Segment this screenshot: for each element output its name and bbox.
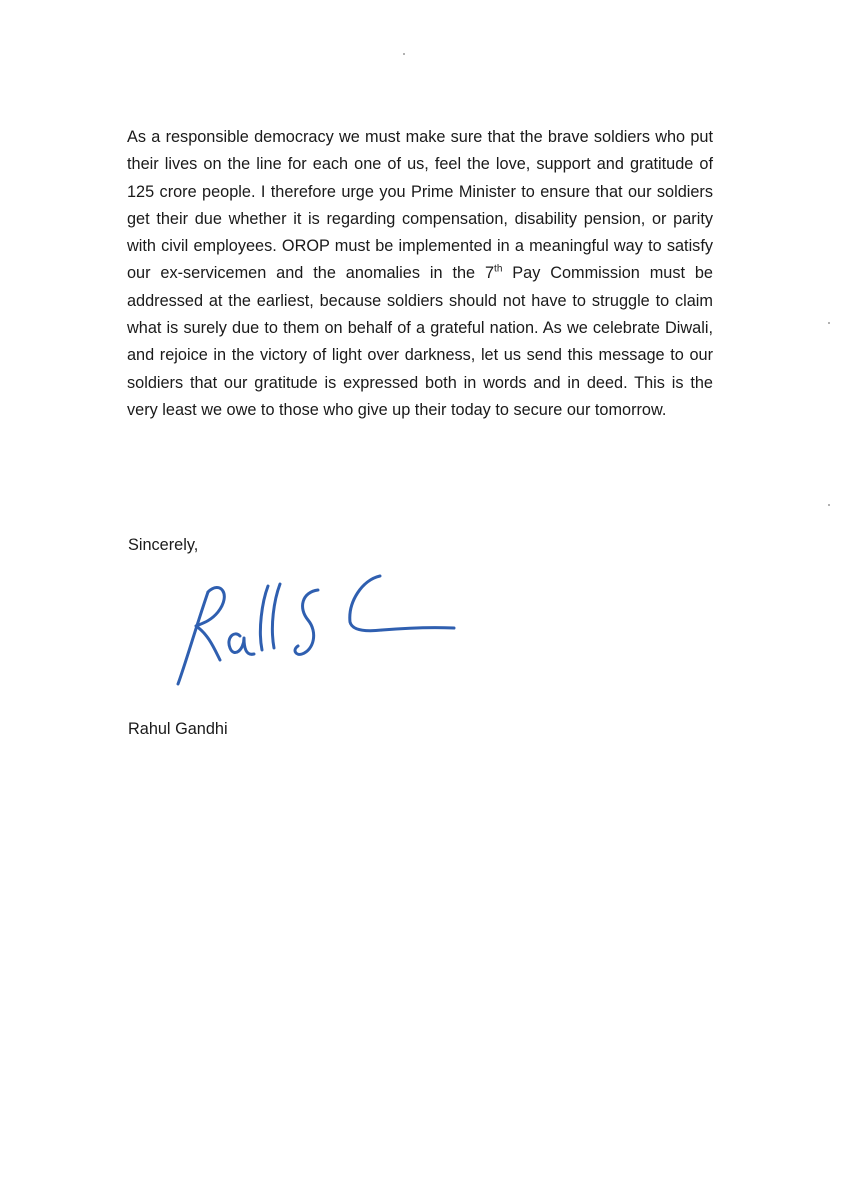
- handwritten-signature: [170, 572, 470, 692]
- scan-speck: [828, 504, 830, 506]
- signer-name: Rahul Gandhi: [128, 720, 228, 738]
- letter-body-part-2: Pay Commission must be addressed at the earliest, because soldiers should not have to struggle to claim what is surely due to them on behalf of a grateful nation. As we celebrate Diwali, and rejoice in the victory of light over darkness, let us send this message to our soldiers that our gratitude is expressed both in words and in deed. This is the very least we owe to those who give up their today to secure our tomorrow.: [127, 264, 713, 419]
- letter-body-part-1: As a responsible democracy we must make sure that the brave soldiers who put their lives on the line for each one of us, feel the love, support and gratitude of 125 crore people. I therefore urge you Prime Minister to ensure that our soldiers get their due whether it is regarding compensation, disability pension, or parity with civil employees. OROP must be implemented in a meaningful way to satisfy our ex-servicemen and the anomalies in the 7: [127, 128, 713, 283]
- scan-speck: [403, 53, 405, 55]
- scan-speck: [828, 322, 830, 324]
- ordinal-superscript: th: [494, 264, 503, 276]
- closing-salutation: Sincerely,: [128, 536, 199, 554]
- letter-body: [127, 124, 713, 424]
